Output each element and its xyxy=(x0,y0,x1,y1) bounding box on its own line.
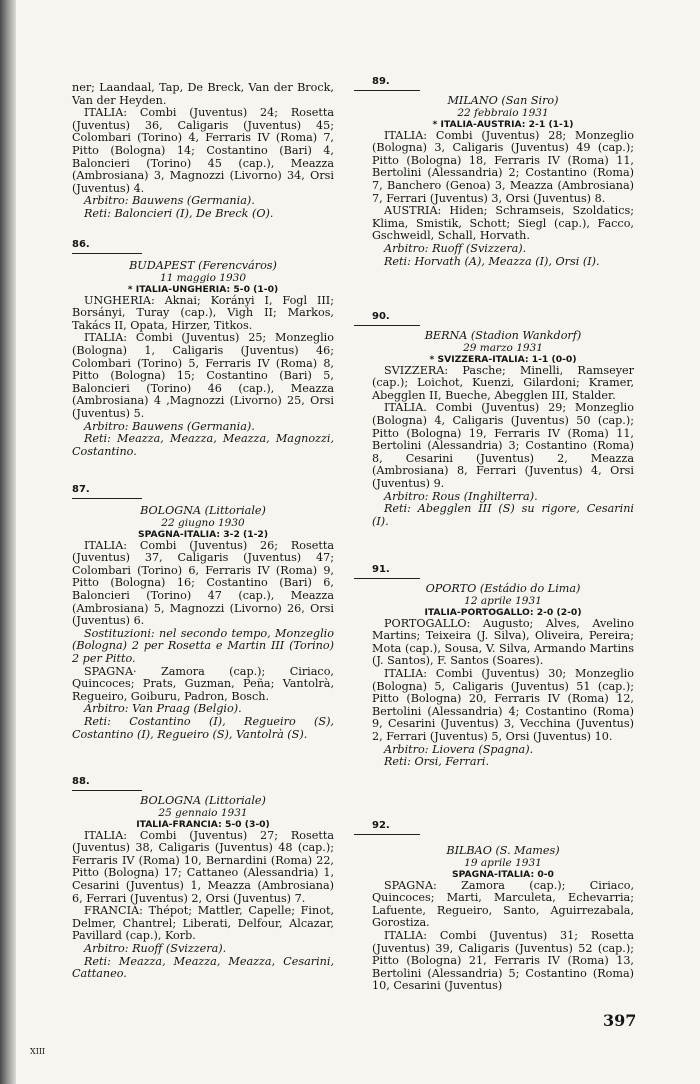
match-number: 91. xyxy=(372,564,390,575)
team-portogallo: PORTOGALLO: Augusto; Alves, Avelino Martins; Teixeira (J. Silva), Oliveira, Pereira; Mota (cap.), Sousa, V. Silva, Armando Martins (J. Santos), F. Santos (Soares). xyxy=(372,616,634,668)
match-result: ITALIA-FRANCIA: 5-0 (3-0) xyxy=(136,818,270,830)
match-number: 90. xyxy=(372,311,390,322)
match-result: SPAGNA-ITALIA: 0-0 xyxy=(452,868,554,880)
team-italia: ITALIA: Combi (Juventus) 28; Monzeglio (Bologna) 3, Caligaris (Juventus) 49 (cap.); Pitto (Bologna) 18, Ferraris IV (Roma) 11, Bertolini (Alessandria) 2; Costantino (Roma) 7, Banchero (Genoa) 3, Meazza (Ambrosiana) 7, Ferrari (Juventus) 3, Orsi (Juventus) 8. xyxy=(372,128,634,205)
divider xyxy=(72,253,142,254)
entry-85-continuation xyxy=(72,82,334,221)
book-spine-shadow xyxy=(0,0,16,1084)
team-italia: ITALIA. Combi (Juventus) 29; Monzeglio (Bologna) 4, Caligaris (Juventus) 50 (cap.); Pitto (Bologna) 19, Ferraris IV (Roma) 11, Bertolini (Alessandria) 3; Costantino (Roma) 8, Cesarini (Juventus) 2, Meazza (Ambrosiana) 8, Ferrari (Juventus) 4, Orsi (Juventus) 9. xyxy=(372,401,634,490)
venue: BOLOGNA (Littoriale) xyxy=(140,504,266,517)
match-91 xyxy=(372,564,634,769)
team-italia: ITALIA: Combi (Juventus) 26; Rosetta (Juventus) 37, Caligaris (Juventus) 47; Colombari (Torino) 6, Ferraris IV (Roma) 9, Pitto (Bologna) 16; Costantino (Bari) 6, Baloncieri (Torino) 47 (cap.), Meazza (Ambrosiana) 5, Magnozzi (Livorno) 26, Orsi (Juventus) 6. xyxy=(72,538,334,628)
goals: Reti: Meazza, Meazza, Meazza, Cesarini, Cattaneo. xyxy=(72,954,334,981)
match-number: 89. xyxy=(372,76,390,87)
team-italia: ITALIA: Combi (Juventus) 27; Rosetta (Juventus) 38, Caligaris (Juventus) 48 (cap.); Ferraris IV (Roma) 10, Bernardini (Roma) 22, Pitto (Bologna) 17; Cattaneo (Alessandria) 1, Cesarini (Juventus) 1, Meazza (Ambrosiana) 6, Ferrari (Juventus) 2, Orsi (Juventus) 7. xyxy=(72,828,334,905)
venue: MILANO (San Siro) xyxy=(447,94,559,107)
divider xyxy=(354,578,420,579)
venue: OPORTO (Estádio do Lima) xyxy=(425,582,581,595)
goals: Reti: Abegglen III (S) su rigore, Cesarini (I). xyxy=(372,502,634,528)
date: 25 gennaio 1931 xyxy=(158,806,248,819)
divider xyxy=(72,498,142,499)
page-number: 397 xyxy=(603,1011,637,1030)
team-ungheria: UNGHERIA: Aknai; Korányi I, Fogl III; Borsányi, Turay (cap.), Vigh II; Markos, Takács II, Opata, Hirzer, Titkos. xyxy=(72,293,334,332)
referee: Arbitro: Ruoff (Svizzera). xyxy=(84,941,227,955)
team-spagna: SPAGNA: Zamora (cap.); Ciriaco, Quincoces; Marti, Marculeta, Echevarria; Lafuente, Regueiro, Santo, Aguirrezabala, Gorostiza. xyxy=(372,878,634,930)
team-svizzera: SVIZZERA: Pasche; Minelli, Ramseyer (cap.); Loichot, Kuenzi, Gilardoni; Kramer, Abegglen II, Bueche, Abegglen III, Stalder. xyxy=(372,363,634,402)
goals: Reti: Orsi, Ferrari. xyxy=(384,755,490,769)
match-86 xyxy=(72,239,334,458)
referee: Arbitro: Van Praag (Belgio). xyxy=(84,702,242,716)
match-90 xyxy=(372,311,634,528)
team-italia: ITALIA: Combi (Juventus) 31; Rosetta (Juventus) 39, Caligaris (Juventus) 52 (cap.); Pitto (Bologna) 21, Ferraris IV (Roma) 13, Bertolini (Alessandria) 5; Costantino (Roma) 10, Cesarini (Juventus) xyxy=(372,928,634,993)
match-result: * ITALIA-UNGHERIA: 5-0 (1-0) xyxy=(127,283,279,295)
referee: Arbitro: Rous (Inghilterra). xyxy=(384,489,538,503)
match-result: ITALIA-PORTOGALLO: 2-0 (2-0) xyxy=(424,606,582,618)
divider xyxy=(354,325,420,326)
match-87 xyxy=(72,484,334,741)
match-number: 92. xyxy=(372,820,390,831)
goals: Reti: Costantino (I), Regueiro (S), Costantino (I), Regueiro (S), Vantolrà (S). xyxy=(72,714,334,741)
venue: BUDAPEST (Ferencváros) xyxy=(129,259,277,272)
match-result: * ITALIA-AUSTRIA: 2-1 (1-1) xyxy=(432,118,574,130)
date: 12 aprile 1931 xyxy=(464,594,542,607)
date: 22 febbraio 1931 xyxy=(457,106,549,119)
team-austria: AUSTRIA: Hiden; Schramseis, Szoldatics; Klima, Smistik, Schott; Siegl (cap.), Facco, Gschweidl, Schall, Horvath. xyxy=(372,204,634,243)
team-spagna: SPAGNA· Zamora (cap.); Ciriaco, Quincoces; Prats, Guzman, Peña; Vantolrà, Regueiro, Goiburu, Padron, Bosch. xyxy=(72,664,334,703)
match-number: 86. xyxy=(72,239,90,250)
team-francia: FRANCIA: Thépot; Mattler, Capelle; Finot, Delmer, Chantrel; Liberati, Delfour, Alcazar, Pavillard (cap.), Korb. xyxy=(72,904,334,943)
team-italia: ITALIA: Combi (Juventus) 24; Rosetta (Juventus) 36, Caligaris (Juventus) 45; Colombari (Torino) 4, Ferraris IV (Roma) 7, Pitto (Bologna) 14; Costantino (Bari) 4, Baloncieri (Torino) 45 (cap.), Meazza (Ambrosiana) 3, Magnozzi (Livorno) 34, Orsi (Juventus) 4. xyxy=(72,106,334,195)
venue: BOLOGNA (Littoriale) xyxy=(140,794,266,807)
match-92 xyxy=(372,820,634,993)
goals: Reti: Meazza, Meazza, Meazza, Magnozzi, Costantino. xyxy=(72,432,334,458)
divider xyxy=(354,834,420,835)
date: 11 maggio 1930 xyxy=(159,271,247,284)
date: 29 marzo 1931 xyxy=(463,341,543,354)
venue: BILBAO (S. Mames) xyxy=(446,844,560,857)
goals: Reti: Horvath (A), Meazza (I), Orsi (I). xyxy=(384,254,600,268)
goals: Reti: Baloncieri (I), De Breck (O). xyxy=(84,206,274,220)
date: 22 giugno 1930 xyxy=(161,516,245,529)
date: 19 aprile 1931 xyxy=(464,856,542,869)
match-88 xyxy=(72,776,334,981)
divider xyxy=(72,790,142,791)
referee: Arbitro: Ruoff (Svizzera). xyxy=(384,241,527,255)
referee: Arbitro: Bauwens (Germania). xyxy=(84,194,255,208)
team-italia: ITALIA: Combi (Juventus) 30; Monzeglio (Bologna) 5, Caligaris (Juventus) 51 (cap.); Pitto (Bologna) 20, Ferraris IV (Roma) 12, Bertolini (Alessandria) 4; Costantino (Roma) 9, Cesarini (Juventus) 3, Vecchina (Juventus) 2, Ferrari (Juventus) 5, Orsi (Juventus) 10. xyxy=(372,666,634,743)
match-89 xyxy=(372,76,634,268)
substitutions: Sostituzioni: nel secondo tempo, Monzeglio (Bologna) 2 per Rosetta e Martin III (Torino) 2 per Pitto. xyxy=(72,626,334,665)
match-number: 87. xyxy=(72,484,90,495)
divider xyxy=(354,90,420,91)
referee: Arbitro: Liovera (Spagna). xyxy=(384,742,534,756)
referee: Arbitro: Bauwens (Germania). xyxy=(84,419,255,433)
match-result: * SVIZZERA-ITALIA: 1-1 (0-0) xyxy=(429,353,577,365)
match-result: SPAGNA-ITALIA: 3-2 (1-2) xyxy=(137,528,269,540)
match-number: 88. xyxy=(72,776,90,787)
venue: BERNA (Stadion Wankdorf) xyxy=(424,329,582,342)
team-italia: ITALIA: Combi (Juventus) 25; Monzeglio (Bologna) 1, Caligaris (Juventus) 46; Colombari (Torino) 5, Ferraris IV (Roma) 8, Pitto (Bologna) 15; Costantino (Bari) 5, Baloncieri (Torino) 46 (cap.), Meazza (Ambrosiana) 4 ,Magnozzi (Livorno) 25, Orsi (Juventus) 5. xyxy=(72,331,334,420)
entry-text: ner; Laandaal, Tap, De Breck, Van der Brock, Van der Heyden. xyxy=(72,81,334,107)
signature-mark: XIII xyxy=(30,1047,46,1056)
